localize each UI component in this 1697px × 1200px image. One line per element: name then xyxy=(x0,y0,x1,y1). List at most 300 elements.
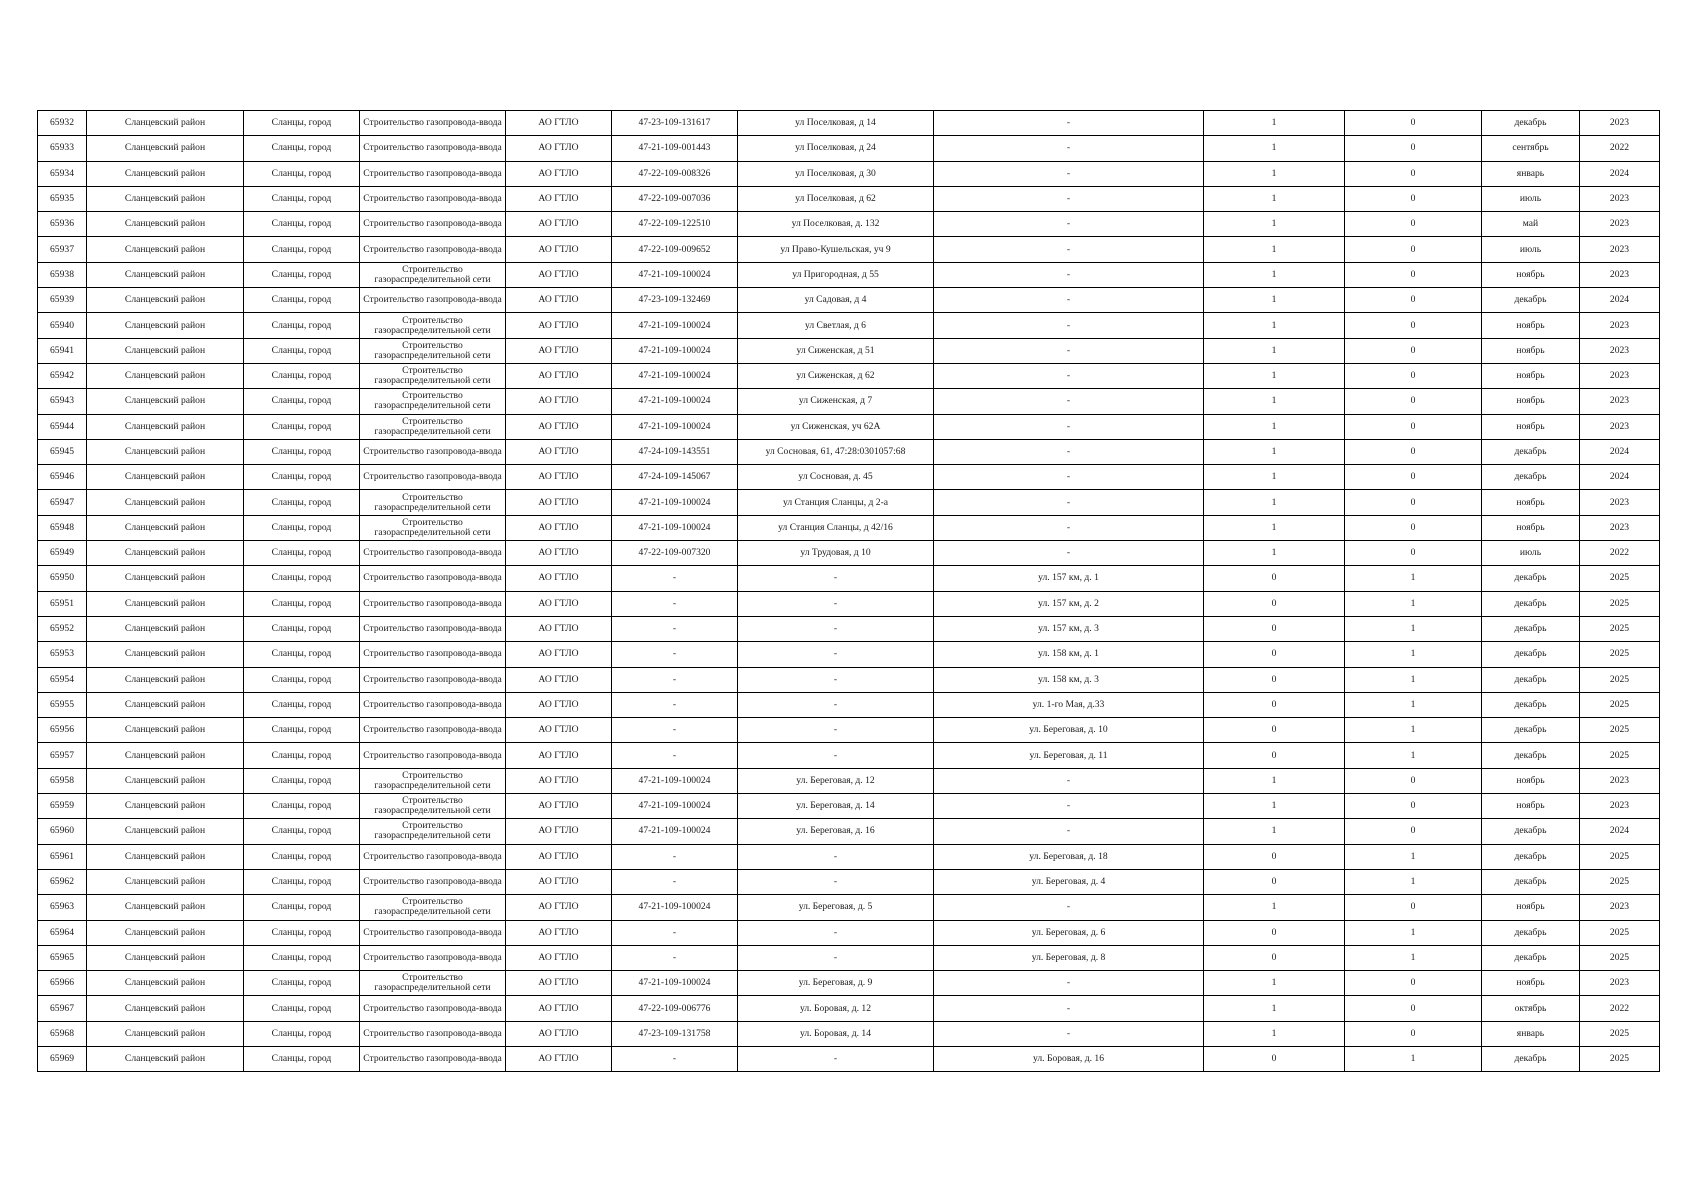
cell-month: декабрь xyxy=(1482,945,1580,970)
cell-address: ул Станция Сланцы, д 42/16 xyxy=(738,515,934,540)
cell-year: 2025 xyxy=(1580,642,1660,667)
cell-planned-address: - xyxy=(934,414,1204,439)
cell-district: Сланцевский район xyxy=(87,996,244,1021)
cell-address: ул Сиженская, д 51 xyxy=(738,338,934,363)
cell-count-b: 0 xyxy=(1345,439,1482,464)
cell-settlement: Сланцы, город xyxy=(244,338,360,363)
cell-count-a: 0 xyxy=(1204,844,1345,869)
cell-count-a: 0 xyxy=(1204,718,1345,743)
table-row xyxy=(38,692,1660,717)
cell-district: Сланцевский район xyxy=(87,945,244,970)
table-row xyxy=(38,515,1660,540)
cell-settlement: Сланцы, город xyxy=(244,541,360,566)
cell-count-a: 1 xyxy=(1204,338,1345,363)
cell-year: 2025 xyxy=(1580,945,1660,970)
cell-organization: АО ГТЛО xyxy=(506,1046,612,1071)
cell-address: - xyxy=(738,844,934,869)
cell-planned-address: - xyxy=(934,288,1204,313)
cell-work-type: Строительство газораспределительной сети xyxy=(360,490,506,515)
cell-count-a: 0 xyxy=(1204,667,1345,692)
cell-cadastral-number: 47-23-109-131758 xyxy=(612,1021,738,1046)
table-row xyxy=(38,136,1660,161)
cell-row-id: 65943 xyxy=(38,389,87,414)
table-row xyxy=(38,718,1660,743)
cell-count-a: 1 xyxy=(1204,363,1345,388)
cell-district: Сланцевский район xyxy=(87,920,244,945)
cell-planned-address: - xyxy=(934,768,1204,793)
cell-month: декабрь xyxy=(1482,465,1580,490)
cell-month: декабрь xyxy=(1482,718,1580,743)
cell-organization: АО ГТЛО xyxy=(506,794,612,819)
cell-cadastral-number: 47-24-109-143551 xyxy=(612,439,738,464)
cell-organization: АО ГТЛО xyxy=(506,136,612,161)
cell-year: 2022 xyxy=(1580,136,1660,161)
table-row xyxy=(38,616,1660,641)
table-row xyxy=(38,439,1660,464)
cell-cadastral-number: - xyxy=(612,667,738,692)
cell-work-type: Строительство газораспределительной сети xyxy=(360,768,506,793)
cell-address: ул Поселковая, д 24 xyxy=(738,136,934,161)
table-row xyxy=(38,212,1660,237)
table-row xyxy=(38,541,1660,566)
cell-organization: АО ГТЛО xyxy=(506,111,612,136)
cell-count-a: 1 xyxy=(1204,313,1345,338)
cell-count-a: 1 xyxy=(1204,971,1345,996)
cell-cadastral-number: 47-23-109-131617 xyxy=(612,111,738,136)
table-row xyxy=(38,186,1660,211)
cell-cadastral-number: - xyxy=(612,869,738,894)
cell-year: 2025 xyxy=(1580,1046,1660,1071)
cell-month: январь xyxy=(1482,1021,1580,1046)
cell-row-id: 65958 xyxy=(38,768,87,793)
cell-organization: АО ГТЛО xyxy=(506,465,612,490)
cell-count-b: 1 xyxy=(1345,718,1482,743)
cell-year: 2023 xyxy=(1580,971,1660,996)
cell-count-b: 0 xyxy=(1345,794,1482,819)
cell-work-type: Строительство газораспределительной сети xyxy=(360,313,506,338)
cell-row-id: 65942 xyxy=(38,363,87,388)
cell-settlement: Сланцы, город xyxy=(244,869,360,894)
cell-month: ноябрь xyxy=(1482,414,1580,439)
table-row xyxy=(38,566,1660,591)
cell-year: 2023 xyxy=(1580,389,1660,414)
cell-settlement: Сланцы, город xyxy=(244,414,360,439)
cell-planned-address: - xyxy=(934,541,1204,566)
cell-cadastral-number: - xyxy=(612,692,738,717)
cell-count-a: 0 xyxy=(1204,1046,1345,1071)
cell-work-type: Строительство газопровода-ввода xyxy=(360,616,506,641)
cell-settlement: Сланцы, город xyxy=(244,591,360,616)
cell-organization: АО ГТЛО xyxy=(506,288,612,313)
cell-work-type: Строительство газопровода-ввода xyxy=(360,844,506,869)
cell-month: декабрь xyxy=(1482,1046,1580,1071)
cell-settlement: Сланцы, город xyxy=(244,642,360,667)
cell-row-id: 65957 xyxy=(38,743,87,768)
cell-year: 2025 xyxy=(1580,920,1660,945)
table-row xyxy=(38,363,1660,388)
cell-organization: АО ГТЛО xyxy=(506,186,612,211)
cell-month: декабрь xyxy=(1482,869,1580,894)
cell-planned-address: - xyxy=(934,490,1204,515)
cell-row-id: 65938 xyxy=(38,262,87,287)
cell-row-id: 65935 xyxy=(38,186,87,211)
cell-count-a: 1 xyxy=(1204,1021,1345,1046)
cell-address: ул Право-Кушельская, уч 9 xyxy=(738,237,934,262)
cell-settlement: Сланцы, город xyxy=(244,971,360,996)
cell-settlement: Сланцы, город xyxy=(244,186,360,211)
cell-settlement: Сланцы, город xyxy=(244,237,360,262)
cell-settlement: Сланцы, город xyxy=(244,465,360,490)
cell-count-a: 1 xyxy=(1204,212,1345,237)
cell-count-a: 0 xyxy=(1204,920,1345,945)
cell-row-id: 65968 xyxy=(38,1021,87,1046)
cell-planned-address: - xyxy=(934,515,1204,540)
cell-settlement: Сланцы, город xyxy=(244,945,360,970)
cell-settlement: Сланцы, город xyxy=(244,313,360,338)
table-row xyxy=(38,819,1660,844)
cell-planned-address: - xyxy=(934,971,1204,996)
cell-district: Сланцевский район xyxy=(87,667,244,692)
cell-month: декабрь xyxy=(1482,288,1580,313)
cell-row-id: 65946 xyxy=(38,465,87,490)
cell-work-type: Строительство газопровода-ввода xyxy=(360,186,506,211)
cell-count-b: 0 xyxy=(1345,996,1482,1021)
cell-count-a: 1 xyxy=(1204,515,1345,540)
cell-district: Сланцевский район xyxy=(87,1046,244,1071)
cell-count-b: 0 xyxy=(1345,490,1482,515)
cell-month: декабрь xyxy=(1482,920,1580,945)
cell-organization: АО ГТЛО xyxy=(506,212,612,237)
cell-row-id: 65955 xyxy=(38,692,87,717)
cell-district: Сланцевский район xyxy=(87,591,244,616)
cell-planned-address: ул. 1-го Мая, д.33 xyxy=(934,692,1204,717)
cell-cadastral-number: 47-21-109-100024 xyxy=(612,313,738,338)
cell-month: декабрь xyxy=(1482,667,1580,692)
cell-organization: АО ГТЛО xyxy=(506,414,612,439)
cell-address: ул Садовая, д 4 xyxy=(738,288,934,313)
cell-district: Сланцевский район xyxy=(87,262,244,287)
cell-work-type: Строительство газопровода-ввода xyxy=(360,920,506,945)
cell-row-id: 65933 xyxy=(38,136,87,161)
cell-month: декабрь xyxy=(1482,616,1580,641)
cell-planned-address: ул. Береговая, д. 8 xyxy=(934,945,1204,970)
cell-count-b: 0 xyxy=(1345,768,1482,793)
cell-cadastral-number: 47-24-109-145067 xyxy=(612,465,738,490)
cell-count-b: 0 xyxy=(1345,161,1482,186)
cell-year: 2023 xyxy=(1580,313,1660,338)
cell-settlement: Сланцы, город xyxy=(244,212,360,237)
cell-month: декабрь xyxy=(1482,743,1580,768)
cell-organization: АО ГТЛО xyxy=(506,338,612,363)
cell-settlement: Сланцы, город xyxy=(244,819,360,844)
cell-address: ул. Боровая, д. 14 xyxy=(738,1021,934,1046)
cell-organization: АО ГТЛО xyxy=(506,667,612,692)
cell-settlement: Сланцы, город xyxy=(244,161,360,186)
cell-row-id: 65939 xyxy=(38,288,87,313)
table-row xyxy=(38,743,1660,768)
cell-address: ул. Береговая, д. 12 xyxy=(738,768,934,793)
cell-year: 2024 xyxy=(1580,439,1660,464)
cell-year: 2023 xyxy=(1580,490,1660,515)
cell-cadastral-number: 47-22-109-006776 xyxy=(612,996,738,1021)
cell-year: 2023 xyxy=(1580,414,1660,439)
cell-settlement: Сланцы, город xyxy=(244,768,360,793)
cell-address: ул. Береговая, д. 16 xyxy=(738,819,934,844)
cell-month: декабрь xyxy=(1482,111,1580,136)
cell-count-b: 0 xyxy=(1345,1021,1482,1046)
cell-organization: АО ГТЛО xyxy=(506,819,612,844)
cell-cadastral-number: 47-21-109-100024 xyxy=(612,363,738,388)
cell-planned-address: - xyxy=(934,186,1204,211)
cell-month: декабрь xyxy=(1482,692,1580,717)
cell-count-b: 0 xyxy=(1345,111,1482,136)
cell-address: - xyxy=(738,692,934,717)
table-row xyxy=(38,1046,1660,1071)
cell-cadastral-number: - xyxy=(612,945,738,970)
cell-count-a: 1 xyxy=(1204,237,1345,262)
cell-month: май xyxy=(1482,212,1580,237)
cell-organization: АО ГТЛО xyxy=(506,1021,612,1046)
cell-year: 2022 xyxy=(1580,541,1660,566)
cell-cadastral-number: 47-22-109-122510 xyxy=(612,212,738,237)
table-row xyxy=(38,971,1660,996)
cell-count-b: 1 xyxy=(1345,667,1482,692)
cell-district: Сланцевский район xyxy=(87,743,244,768)
cell-settlement: Сланцы, город xyxy=(244,111,360,136)
cell-work-type: Строительство газораспределительной сети xyxy=(360,363,506,388)
cell-district: Сланцевский район xyxy=(87,819,244,844)
cell-cadastral-number: 47-21-109-100024 xyxy=(612,819,738,844)
cell-cadastral-number: - xyxy=(612,1046,738,1071)
cell-settlement: Сланцы, город xyxy=(244,718,360,743)
cell-count-b: 1 xyxy=(1345,844,1482,869)
cell-organization: АО ГТЛО xyxy=(506,895,612,920)
cell-row-id: 65948 xyxy=(38,515,87,540)
cell-settlement: Сланцы, город xyxy=(244,515,360,540)
cell-row-id: 65953 xyxy=(38,642,87,667)
cell-year: 2025 xyxy=(1580,591,1660,616)
cell-work-type: Строительство газопровода-ввода xyxy=(360,136,506,161)
cell-work-type: Строительство газопровода-ввода xyxy=(360,667,506,692)
data-table-sheet xyxy=(37,110,1659,1072)
cell-count-b: 0 xyxy=(1345,363,1482,388)
cell-address: - xyxy=(738,591,934,616)
cell-cadastral-number: - xyxy=(612,743,738,768)
cell-settlement: Сланцы, город xyxy=(244,743,360,768)
cell-address: ул Станция Сланцы, д 2-а xyxy=(738,490,934,515)
cell-year: 2023 xyxy=(1580,515,1660,540)
cell-month: ноябрь xyxy=(1482,262,1580,287)
cell-year: 2025 xyxy=(1580,1021,1660,1046)
cell-district: Сланцевский район xyxy=(87,794,244,819)
cell-work-type: Строительство газопровода-ввода xyxy=(360,1046,506,1071)
cell-planned-address: ул. 158 км, д. 1 xyxy=(934,642,1204,667)
cell-organization: АО ГТЛО xyxy=(506,743,612,768)
cell-month: ноябрь xyxy=(1482,389,1580,414)
cell-work-type: Строительство газораспределительной сети xyxy=(360,819,506,844)
cell-month: декабрь xyxy=(1482,844,1580,869)
cell-district: Сланцевский район xyxy=(87,692,244,717)
cell-address: ул Сиженская, уч 62А xyxy=(738,414,934,439)
table-row xyxy=(38,996,1660,1021)
cell-address: - xyxy=(738,616,934,641)
cell-count-a: 0 xyxy=(1204,692,1345,717)
cell-organization: АО ГТЛО xyxy=(506,591,612,616)
cell-district: Сланцевский район xyxy=(87,566,244,591)
cell-cadastral-number: 47-22-109-009652 xyxy=(612,237,738,262)
cell-cadastral-number: 47-23-109-132469 xyxy=(612,288,738,313)
cell-planned-address: - xyxy=(934,996,1204,1021)
cell-organization: АО ГТЛО xyxy=(506,313,612,338)
cell-work-type: Строительство газопровода-ввода xyxy=(360,566,506,591)
cell-count-a: 1 xyxy=(1204,136,1345,161)
table-row xyxy=(38,237,1660,262)
cell-year: 2024 xyxy=(1580,161,1660,186)
table-row xyxy=(38,465,1660,490)
table-row xyxy=(38,111,1660,136)
cell-organization: АО ГТЛО xyxy=(506,616,612,641)
cell-district: Сланцевский район xyxy=(87,288,244,313)
table-row xyxy=(38,1021,1660,1046)
cell-count-b: 0 xyxy=(1345,313,1482,338)
cell-settlement: Сланцы, город xyxy=(244,288,360,313)
cell-row-id: 65956 xyxy=(38,718,87,743)
cell-work-type: Строительство газопровода-ввода xyxy=(360,1021,506,1046)
table-row xyxy=(38,161,1660,186)
cell-year: 2024 xyxy=(1580,288,1660,313)
table-row xyxy=(38,414,1660,439)
cell-row-id: 65966 xyxy=(38,971,87,996)
cell-planned-address: - xyxy=(934,895,1204,920)
cell-organization: АО ГТЛО xyxy=(506,541,612,566)
cell-row-id: 65965 xyxy=(38,945,87,970)
cell-district: Сланцевский район xyxy=(87,971,244,996)
cell-address: ул. Береговая, д. 14 xyxy=(738,794,934,819)
cell-address: ул Сосновая, д. 45 xyxy=(738,465,934,490)
table-row xyxy=(38,794,1660,819)
cell-work-type: Строительство газопровода-ввода xyxy=(360,237,506,262)
cell-row-id: 65961 xyxy=(38,844,87,869)
cell-year: 2023 xyxy=(1580,111,1660,136)
cell-district: Сланцевский район xyxy=(87,237,244,262)
cell-organization: АО ГТЛО xyxy=(506,363,612,388)
cell-month: ноябрь xyxy=(1482,895,1580,920)
cell-organization: АО ГТЛО xyxy=(506,642,612,667)
cell-row-id: 65949 xyxy=(38,541,87,566)
cell-planned-address: - xyxy=(934,136,1204,161)
table-row xyxy=(38,490,1660,515)
table-row xyxy=(38,768,1660,793)
cell-organization: АО ГТЛО xyxy=(506,161,612,186)
cell-organization: АО ГТЛО xyxy=(506,515,612,540)
cell-month: декабрь xyxy=(1482,819,1580,844)
table-row xyxy=(38,338,1660,363)
cell-planned-address: - xyxy=(934,262,1204,287)
cell-settlement: Сланцы, город xyxy=(244,692,360,717)
cell-count-b: 0 xyxy=(1345,288,1482,313)
cell-count-b: 0 xyxy=(1345,819,1482,844)
cell-settlement: Сланцы, город xyxy=(244,389,360,414)
cell-year: 2022 xyxy=(1580,996,1660,1021)
cell-district: Сланцевский район xyxy=(87,541,244,566)
cell-district: Сланцевский район xyxy=(87,895,244,920)
cell-year: 2025 xyxy=(1580,743,1660,768)
cell-row-id: 65936 xyxy=(38,212,87,237)
cell-count-b: 1 xyxy=(1345,743,1482,768)
cell-planned-address: ул. Береговая, д. 6 xyxy=(934,920,1204,945)
cell-organization: АО ГТЛО xyxy=(506,844,612,869)
cell-planned-address: - xyxy=(934,237,1204,262)
cell-count-a: 1 xyxy=(1204,895,1345,920)
cell-settlement: Сланцы, город xyxy=(244,996,360,1021)
cell-month: январь xyxy=(1482,161,1580,186)
cell-count-a: 0 xyxy=(1204,743,1345,768)
cell-organization: АО ГТЛО xyxy=(506,869,612,894)
cell-month: ноябрь xyxy=(1482,794,1580,819)
cell-year: 2025 xyxy=(1580,566,1660,591)
cell-cadastral-number: - xyxy=(612,642,738,667)
cell-organization: АО ГТЛО xyxy=(506,945,612,970)
cell-planned-address: - xyxy=(934,363,1204,388)
cell-settlement: Сланцы, город xyxy=(244,794,360,819)
cell-count-a: 0 xyxy=(1204,642,1345,667)
cell-count-a: 0 xyxy=(1204,591,1345,616)
cell-month: октябрь xyxy=(1482,996,1580,1021)
cell-row-id: 65950 xyxy=(38,566,87,591)
cell-count-a: 0 xyxy=(1204,945,1345,970)
cell-address: - xyxy=(738,869,934,894)
cell-planned-address: - xyxy=(934,1021,1204,1046)
cell-count-b: 0 xyxy=(1345,971,1482,996)
cell-work-type: Строительство газопровода-ввода xyxy=(360,212,506,237)
cell-row-id: 65964 xyxy=(38,920,87,945)
cell-settlement: Сланцы, город xyxy=(244,1046,360,1071)
cell-work-type: Строительство газопровода-ввода xyxy=(360,288,506,313)
cell-count-b: 1 xyxy=(1345,642,1482,667)
cell-count-b: 1 xyxy=(1345,920,1482,945)
cell-work-type: Строительство газораспределительной сети xyxy=(360,895,506,920)
cell-cadastral-number: - xyxy=(612,718,738,743)
cell-district: Сланцевский район xyxy=(87,161,244,186)
cell-cadastral-number: 47-22-109-008326 xyxy=(612,161,738,186)
cell-planned-address: - xyxy=(934,819,1204,844)
cell-address: - xyxy=(738,566,934,591)
cell-district: Сланцевский район xyxy=(87,718,244,743)
cell-settlement: Сланцы, город xyxy=(244,616,360,641)
cell-organization: АО ГТЛО xyxy=(506,566,612,591)
cell-count-a: 1 xyxy=(1204,288,1345,313)
cell-work-type: Строительство газопровода-ввода xyxy=(360,642,506,667)
cell-count-b: 0 xyxy=(1345,389,1482,414)
cell-row-id: 65944 xyxy=(38,414,87,439)
cell-month: декабрь xyxy=(1482,566,1580,591)
cell-count-a: 1 xyxy=(1204,996,1345,1021)
table-row xyxy=(38,945,1660,970)
table-row xyxy=(38,642,1660,667)
cell-count-b: 1 xyxy=(1345,616,1482,641)
cell-month: июль xyxy=(1482,237,1580,262)
cell-cadastral-number: 47-21-109-100024 xyxy=(612,389,738,414)
cell-address: ул Поселковая, д. 132 xyxy=(738,212,934,237)
cell-year: 2023 xyxy=(1580,262,1660,287)
cell-year: 2025 xyxy=(1580,692,1660,717)
cell-address: ул Сосновая, 61, 47:28:0301057:68 xyxy=(738,439,934,464)
cell-address: ул Поселковая, д 30 xyxy=(738,161,934,186)
cell-cadastral-number: - xyxy=(612,616,738,641)
cell-row-id: 65937 xyxy=(38,237,87,262)
cell-month: ноябрь xyxy=(1482,490,1580,515)
cell-settlement: Сланцы, город xyxy=(244,490,360,515)
